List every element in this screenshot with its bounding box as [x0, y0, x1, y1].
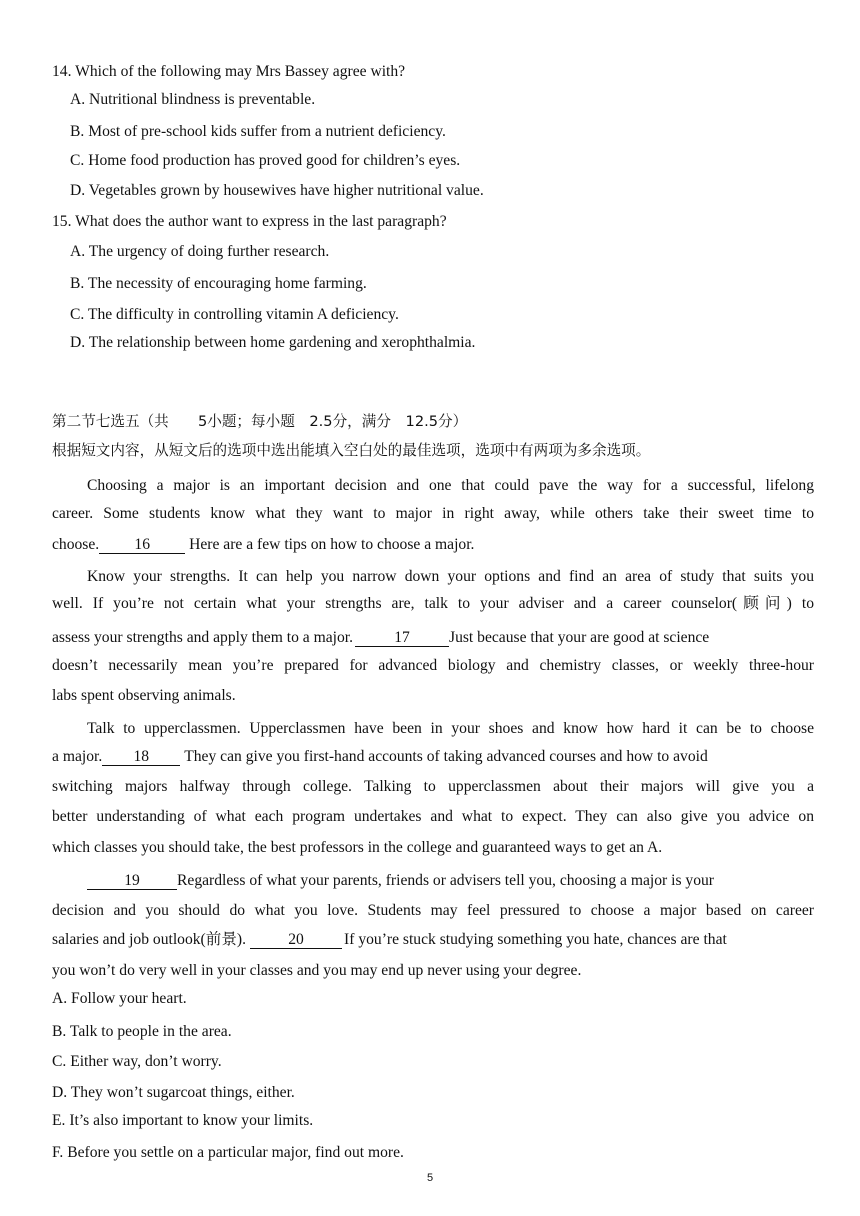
question-14-option-b: B. Most of pre-school kids suffer from a nutrient deficiency.: [70, 123, 446, 140]
passage-text: They can give you first-hand accounts of taking advanced courses and how to avoid: [184, 748, 708, 765]
passage-p3-line3: switching majors halfway through college. Talking to upperclassmen about their majors will give you a: [52, 778, 814, 795]
passage-p3-line4: better understanding of what each program undertakes and what to expect. They can also give you advice on: [52, 808, 814, 825]
question-15-option-c: C. The difficulty in controlling vitamin A deficiency.: [70, 306, 399, 323]
passage-text: Just because that your are good at science: [449, 629, 710, 646]
passage-p1-line1: Choosing a major is an important decision and one that could pave the way for a successful, lifelong: [87, 477, 814, 494]
passage-text: If you’re stuck studying something you hate, chances are that: [344, 931, 727, 948]
passage-p3-line5: which classes you should take, the best professors in the college and guaranteed ways to get an A.: [52, 839, 663, 856]
passage-text: a major.: [52, 748, 103, 765]
page-number: 5: [426, 1172, 434, 1184]
blank-18: 18: [102, 748, 180, 766]
passage-text: salaries and job outlook(前景).: [52, 931, 247, 948]
question-15-stem: 15. What does the author want to express in the last paragraph?: [52, 213, 447, 230]
passage-p2-line1: Know your strengths. It can help you narrow down your options and find an area of study that suits you: [87, 568, 814, 585]
passage-p2-line3: [52, 628, 709, 648]
question-14-stem: 14. Which of the following may Mrs Bassey agree with?: [52, 63, 406, 80]
passage-text: assess your strengths and apply them to a major.: [52, 629, 353, 646]
passage-p2-line5: labs spent observing animals.: [52, 687, 236, 704]
blank-19: 19: [87, 872, 177, 890]
passage-p3-line1: Talk to upperclassmen. Upperclassmen have been in your shoes and know how hard it can be to choose: [87, 720, 814, 737]
choice-d: D. They won’t sugarcoat things, either.: [52, 1084, 295, 1101]
choice-a: A. Follow your heart.: [52, 990, 187, 1007]
question-15-option-b: B. The necessity of encouraging home farming.: [70, 275, 367, 292]
passage-p2-line4: doesn’t necessarily mean you’re prepared for advanced biology and chemistry classes, or weekly three-hour: [52, 657, 814, 674]
passage-p4-line1: [87, 871, 714, 891]
section-instruction: 根据短文内容，从短文后的选项中选出能填入空白处的最佳选项，选项中有两项为多余选项。: [52, 442, 651, 459]
question-15-option-a: A. The urgency of doing further research.: [70, 243, 330, 260]
passage-text: Here are a few tips on how to choose a major.: [185, 536, 475, 553]
passage-text: Regardless of what your parents, friends or advisers tell you, choosing a major is your: [177, 872, 714, 889]
passage-p4-line2: decision and you should do what you love. Students may feel pressured to choose a major based on career: [52, 902, 814, 919]
passage-p3-line2: [52, 747, 708, 767]
choice-e: E. It’s also important to know your limits.: [52, 1112, 314, 1129]
question-14-option-a: A. Nutritional blindness is preventable.: [70, 91, 316, 108]
passage-p1-line3: [52, 535, 474, 555]
passage-p4-line3: [52, 930, 727, 950]
question-14-option-d: D. Vegetables grown by housewives have higher nutritional value.: [70, 182, 484, 199]
choice-b: B. Talk to people in the area.: [52, 1023, 232, 1040]
section-title: 第二节七选五（共 5小题；每小题 2.5分，满分 12.5分）: [52, 413, 468, 430]
blank-17: 17: [355, 629, 449, 647]
blank-16: 16: [99, 536, 185, 554]
blank-20: 20: [250, 931, 342, 949]
passage-p1-line2: career. Some students know what they want to major in right away, while others take their sweet time to: [52, 505, 814, 522]
question-15-option-d: D. The relationship between home gardening and xerophthalmia.: [70, 334, 476, 351]
passage-p4-line4: you won’t do very well in your classes and you may end up never using your degree.: [52, 962, 582, 979]
passage-p2-line2: well. If you’re not certain what your strengths are, talk to your adviser and a career counselor(顾问) to: [52, 595, 814, 612]
choice-c: C. Either way, don’t worry.: [52, 1053, 222, 1070]
choice-f: F. Before you settle on a particular major, find out more.: [52, 1144, 404, 1161]
question-14-option-c: C. Home food production has proved good for children’s eyes.: [70, 152, 461, 169]
passage-text: choose.: [52, 536, 100, 553]
